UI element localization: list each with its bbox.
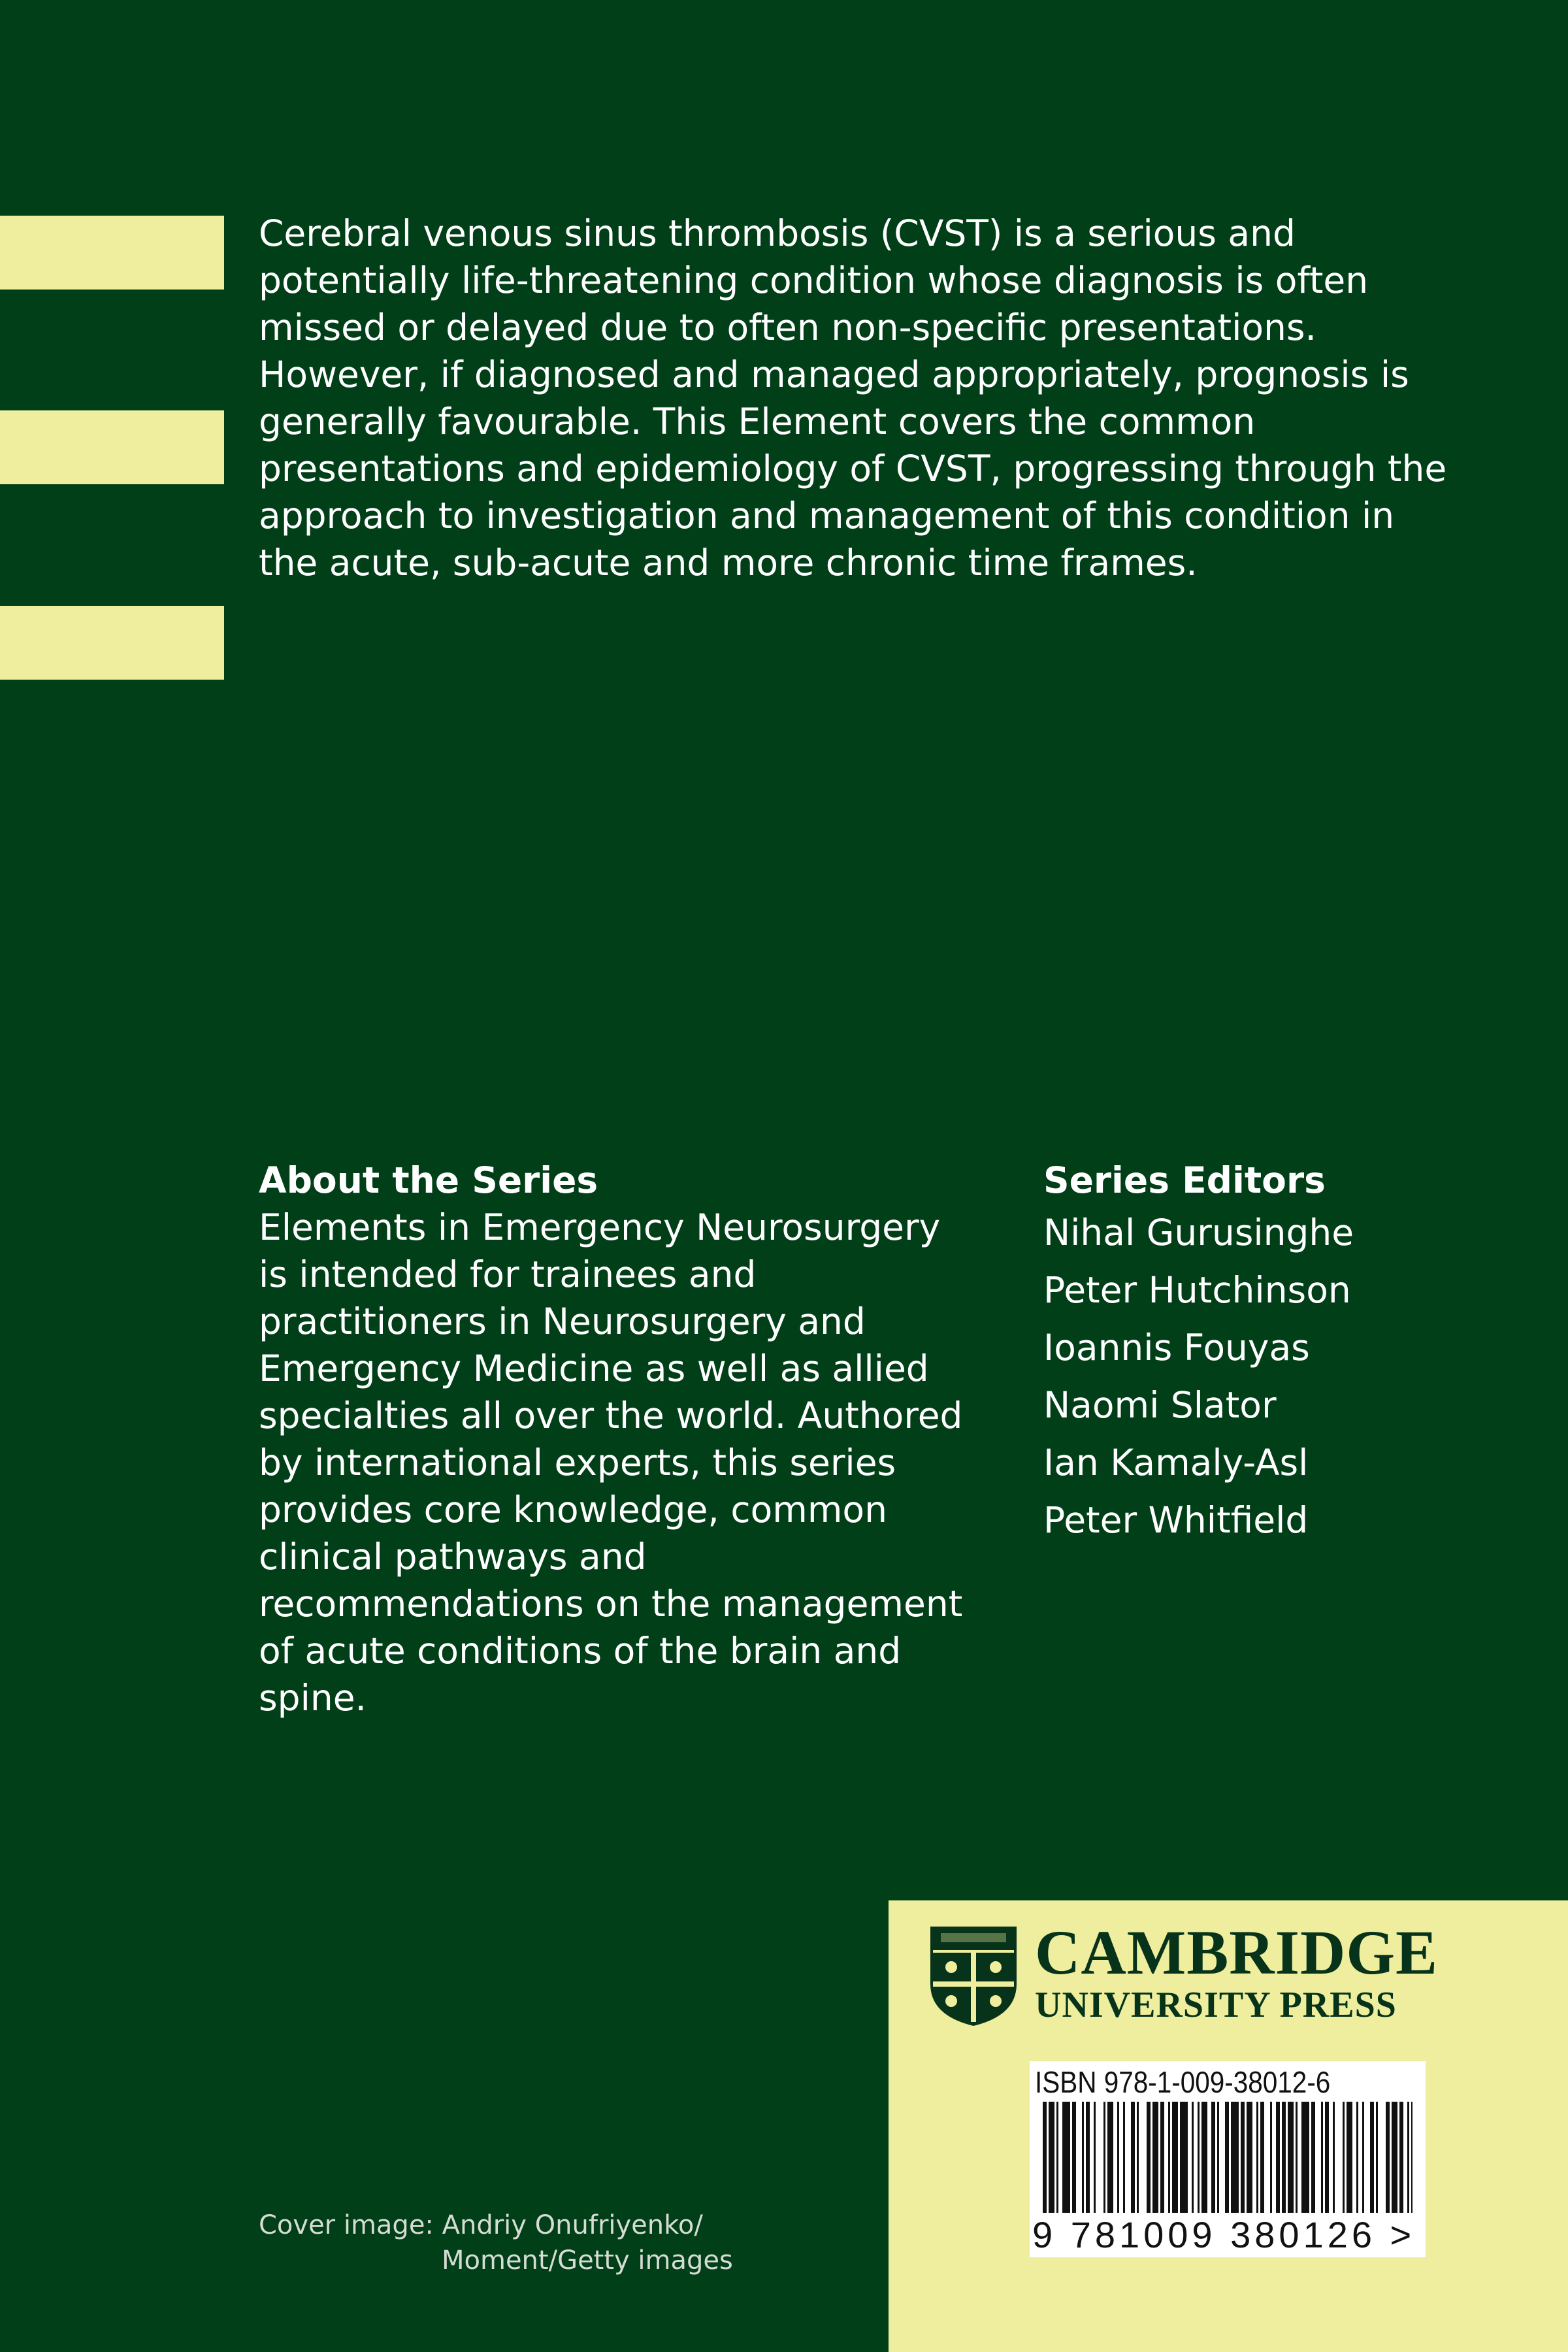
barcode-bar [1180,2102,1188,2213]
barcode-bar [1192,2102,1194,2213]
accent-stripe-2 [0,410,224,484]
barcode-bar [1282,2102,1286,2213]
barcode-bar [1247,2102,1252,2213]
about-series-text: Elements in Emergency Neurosurgery is intended for trainees and practitioners in Neurosurgery and Emergency Medicine as well as allied specialties all over the world. Authored by international experts, this series provides core knowledge, common clinical pathways and recommendations on the management of acute conditions of the brain and spine. [259,1206,963,1719]
barcode-bar [1356,2102,1358,2213]
barcode-bar [1147,2102,1151,2213]
barcode-bar [1160,2102,1164,2213]
credit-line-2: Moment/Getty images [442,2245,733,2276]
barcode-bar [1347,2102,1352,2213]
barcode-bar [1168,2102,1170,2213]
barcode-bar [1056,2102,1058,2213]
barcode-bar [1241,2102,1245,2213]
publisher-panel [889,1900,1568,2352]
barcode-bar [1082,2102,1084,2213]
series-editors-section [1043,1157,1501,1549]
series-editors-heading: Series Editors [1043,1159,1326,1201]
barcode-bar [1217,2102,1219,2213]
isbn-label: ISBN 978-1-009-38012-6 [1035,2065,1331,2099]
cambridge-shield-icon [928,1924,1019,2029]
barcode-bar [1325,2102,1329,2213]
barcode-bar [1117,2102,1119,2213]
about-series-section [259,1157,977,1721]
publisher-name-line-1: CAMBRIDGE [1035,1917,1439,1987]
barcode-bar [1107,2102,1113,2213]
barcode-bar [1086,2102,1090,2213]
editor-name: Peter Whitfield [1043,1499,1309,1541]
barcode-bar [1399,2102,1403,2213]
barcode-bar [1407,2102,1409,2213]
barcode-bar [1043,2102,1047,2213]
barcode-bar [1362,2102,1364,2213]
accent-stripe-3 [0,606,224,680]
barcode-bar [1201,2102,1207,2213]
barcode-bar [1392,2102,1397,2213]
barcode-bar [1333,2102,1335,2213]
editor-name: Ioannis Fouyas [1043,1327,1310,1368]
barcode-bar [1296,2102,1298,2213]
barcode-bar [1370,2102,1374,2213]
barcode-bar [1123,2102,1125,2213]
publisher-name [1035,1917,1439,2025]
barcode-bar [1321,2102,1323,2213]
publisher-name-line-2: UNIVERSITY PRESS [1035,1985,1397,2025]
barcode-bar [1311,2102,1315,2213]
credit-line-1: Cover image: Andriy Onufriyenko/ [259,2210,703,2240]
barcode-bar [1062,2102,1070,2213]
barcode-bars [1043,2102,1413,2213]
barcode-bar [1343,2102,1345,2213]
barcode-bar [1411,2102,1413,2213]
barcode-bar [1270,2102,1272,2213]
barcode-bar [1276,2102,1280,2213]
barcode-digits: 9 781009 380126 > [1032,2214,1416,2255]
editor-name: Ian Kamaly-Asl [1043,1442,1309,1483]
barcode-bar [1225,2102,1229,2213]
barcode-bar [1386,2102,1390,2213]
barcode-bar [1131,2102,1135,2213]
about-series-heading: About the Series [259,1159,598,1201]
barcode-bar [1256,2102,1258,2213]
barcode-bar [1094,2102,1096,2213]
barcode-bar [1301,2102,1309,2213]
cover-image-credit [259,2208,733,2278]
isbn-barcode [1030,2061,1426,2257]
barcode-bar [1103,2102,1105,2213]
editor-name: Naomi Slator [1043,1384,1277,1426]
book-blurb: Cerebral venous sinus thrombosis (CVST) is a serious and potentially life-threatening condition whose diagnosis is often missed or delayed due to often non-specific presentations. However, if diagnosed and managed appropriately, prognosis is generally favourable. This Element covers the common presentations and epidemiology of CVST, progressing through the approach to investigation and management of this condition in the acute, sub-acute and more chronic time frames. [259,212,1447,584]
barcode-bar [1376,2102,1378,2213]
barcode-bar [1137,2102,1139,2213]
accent-stripe-1 [0,216,224,290]
barcode-bar [1260,2102,1264,2213]
barcode-bar [1288,2102,1294,2213]
editor-name: Peter Hutchinson [1043,1269,1351,1311]
barcode-bar [1172,2102,1178,2213]
barcode-bar [1211,2102,1215,2213]
barcode-bar [1231,2102,1239,2213]
barcode-bar [1072,2102,1076,2213]
barcode-bar [1049,2102,1054,2213]
barcode-bar [1198,2102,1200,2213]
editor-name: Nihal Gurusinghe [1043,1212,1354,1253]
barcode-bar [1152,2102,1158,2213]
